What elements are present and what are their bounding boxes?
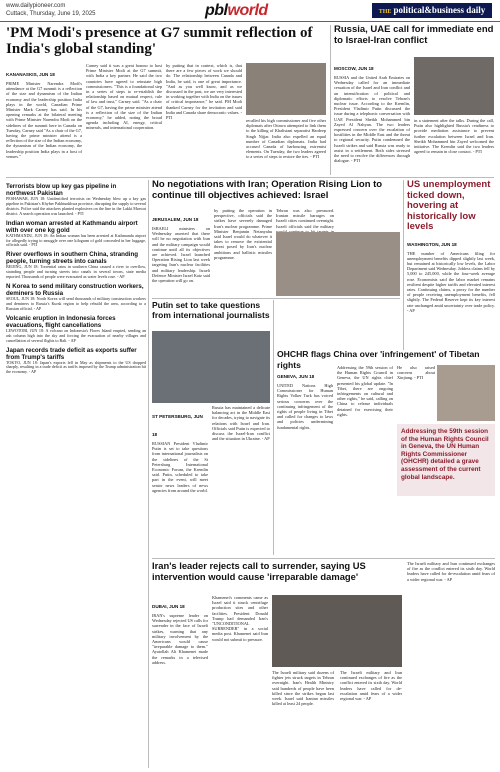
lead-text-1: PRIME Minister Narendra Modi's attendance at the G7 summit is a reflection of the size and dynamism of the Indian economy and the leadership position India plays in the world, Canadian Prime Minister Mark Carney has said. In his opening remarks at the bilateral meeting with Prime Minister Narendra Modi on the sidelines of the summit here in Canada on Tuesday, Carney said "As a chair of the G7, having the prime minister attend is a reflection of the size of the Indian economy, the dynamism of the Indian economy, the leadership position India plays in a host of venues." bbox=[6, 81, 82, 159]
section-title-a: pbl bbox=[205, 2, 228, 19]
iran-col-4 bbox=[340, 670, 402, 768]
brief-item bbox=[6, 183, 146, 217]
lead-photo bbox=[246, 63, 326, 115]
russia-photo bbox=[414, 57, 494, 115]
ohchr-headline-block bbox=[277, 349, 495, 370]
brief-text: BEIJING, JUN 18: Torrential rains in southern China caused a river to overflow, stranding people and turning streets into canals in several towns, state media reported. Thousands of people were evacuated as water levels rose. - AP bbox=[6, 264, 146, 280]
divider bbox=[6, 177, 494, 178]
iran-col-5 bbox=[407, 561, 495, 768]
israel-col-3 bbox=[276, 208, 334, 230]
masthead-the: THE bbox=[378, 9, 392, 15]
putin-text-2: Russia has maintained a delicate balancing act in the Middle East for decades, trying to navigate its relations with Israel and Iran. Officials said Putin is expected to discuss the Israel-Iran conflict and the situation in Ukraine. - AP bbox=[212, 405, 270, 442]
putin-col-2 bbox=[212, 405, 270, 555]
brief-text: PESHAWAR, JUN 18: Unidentified terrorists on Wednesday blew up a key gas pipeline in Pakistan's Khyber Pakhtunkhwa province, disrupting the supply to several districts. Police said the attackers planted explosives on the line in the Lakki Marwat district. A search operation was launched. - PTI bbox=[6, 196, 147, 216]
brief-headline: N Korea to send military construction workers, deminers to Russia bbox=[6, 283, 144, 298]
israel-headline-block bbox=[152, 180, 400, 206]
iran-headline: Iran's leader rejects call to surrender, saying US intervention would cause 'irreparable damage' bbox=[152, 560, 366, 582]
lead-text-2: Carney said it was a great honour to host Prime Minister Modi at the G7 summit, with India a key partner. He said the two countries have agreed to reinstate high commissioners. "This is a foundational step in a series of steps to re-establish the relationship based on mutual respect, rule of law and trust," Carney said. "As a chair of the G7, having the prime minister attend is a reflection of the size of the Indian economy," he added, noting the broad agenda including AI, energy, critical minerals, and international cooperation. bbox=[86, 63, 162, 131]
divider bbox=[148, 180, 149, 768]
lead-headline: 'PM Modi's presence at G7 summit reflection of India's global standing' bbox=[6, 25, 313, 57]
israel-col-1 bbox=[152, 208, 210, 296]
brief-headline: River overflows in southern China, stranding people, turning streets into canals bbox=[6, 251, 139, 266]
divider bbox=[330, 25, 331, 175]
israel-text-2: by putting the operation in perspective, officials said the strikes have severely damaged Iran's nuclear programme. Prime Minister Benjamin Netanyahu said Israel would do whatever it takes to remove the existential threat posed by Iran's nuclear ambitions and ballistic missiles programme. bbox=[214, 208, 272, 260]
lead-col-4 bbox=[246, 118, 326, 173]
lead-text-4: recalled his high commissioner and five other diplomats after Ottawa attempted to link them to the killing of Khalistani separatist Hardeep Singh Nijjar. India also expelled an equal number of Canadian diplomats. India had accused Canada of harbouring extremist elements. On Tuesday, the two leaders agreed to a series of steps to restore the ties. - PTI bbox=[246, 118, 326, 160]
brief-item bbox=[6, 347, 146, 376]
lead-dateline: KANANASKIS, JUN 18 bbox=[6, 72, 55, 77]
russia-headline-block bbox=[334, 25, 494, 55]
us-headline: US unemployment ticked down, hovering at historically low levels bbox=[407, 179, 491, 232]
brief-text: LEWOTOBI, JUN 18: A volcano on Indonesia's Flores Island erupted, sending an ash column high into the sky and forcing the evacuation of nearby villages and cancellation of several flights to Bali. - AP bbox=[6, 327, 146, 343]
masthead-logo bbox=[372, 3, 492, 18]
us-story bbox=[407, 180, 495, 350]
russia-dateline: MOSCOW, JUN 18 bbox=[334, 66, 374, 71]
putin-photo bbox=[152, 331, 270, 403]
section-title-b: world bbox=[227, 2, 268, 19]
russia-col-2 bbox=[414, 118, 494, 175]
iran-col-1 bbox=[152, 595, 208, 768]
israel-text-3: Tehran was also pressured. Iranian missile barrages on Israeli cities continued overnight. Israeli officials said the military bbox=[276, 208, 334, 229]
session-box bbox=[397, 424, 495, 496]
lead-col-2 bbox=[86, 63, 162, 173]
iran-text-5: The Israeli military and Iran continued exchanges of fire as the conflict entered its sixth day. World leaders have called for de-escalation amid fears of a wider regional war. - AP bbox=[407, 561, 495, 582]
divider bbox=[403, 180, 404, 350]
lead-col-3 bbox=[166, 63, 242, 173]
ohchr-col-1 bbox=[277, 365, 333, 555]
edition-date: Cuttack, Thursday, June 19, 2025 bbox=[6, 11, 96, 17]
session-box-text: Addressing the 59th session of the Human Rights Council in Geneva, the UN Human Rights Commissioner (OHCHR) detailed a grave assessment of the current global landscape. bbox=[401, 428, 489, 481]
iran-headline-block bbox=[152, 561, 402, 593]
briefs-column bbox=[6, 180, 146, 770]
section-title bbox=[205, 2, 268, 20]
israel-photo bbox=[276, 232, 400, 296]
ohchr-text-2: Addressing the 59th session of the Human Rights Council in Geneva, the UN rights chief presented his global update. "In Tibet, there are ongoing infringements on cultural and other rights," he said, calling on China to release individuals detained for exercising their rights. bbox=[337, 365, 393, 417]
putin-dateline: ST PETERSBURG, JUN 18 bbox=[152, 414, 203, 437]
divider bbox=[273, 300, 274, 555]
iran-text-3: The Israeli military said dozens of fighter jets struck targets in Tehran overnight. Iran's Health Ministry said hundreds of people have been killed since the strikes began last week. Israel said Iranian missiles killed at least 24 people. bbox=[272, 670, 334, 707]
masthead-name: political&business daily bbox=[393, 5, 486, 15]
brief-item bbox=[6, 315, 146, 344]
iran-col-2 bbox=[212, 595, 268, 768]
iran-photo bbox=[272, 595, 402, 667]
iran-text-1: IRAN's supreme leader on Wednesday rejected US calls for surrender in the face of Israeli strikes, warning that any military involvement by the Americans would cause "irreparable damage to them." Ayatollah Ali Khamenei made the remarks in a televised address. bbox=[152, 613, 208, 665]
iran-text-2: Khamenei's comments came as Israel said it struck centrifuge production sites and other facilities. President Donald Trump had demanded Iran's "UNCONDITIONAL SURRENDER" in a social media post. Khamenei said Iran would not submit to pressure. bbox=[212, 595, 268, 642]
ohchr-dateline: GENEVA, JUN 18 bbox=[277, 374, 315, 379]
russia-headline: Russia, UAE call for immediate end to Israel-Iran conflict bbox=[334, 24, 494, 46]
divider bbox=[152, 558, 495, 559]
brief-item bbox=[6, 251, 146, 280]
ohchr-headline: OHCHR flags China over 'infringement' of Tibetan rights bbox=[277, 349, 480, 370]
site-url: www.dailypioneer.com bbox=[6, 3, 66, 9]
putin-headline-block bbox=[152, 301, 270, 329]
divider bbox=[152, 298, 400, 299]
brief-text: KATHMANDU, JUN 18: An Indian woman has been arrested at Kathmandu airport for allegedly trying to smuggle over one kilogram of gold concealed in her luggage, officials said. - PTI bbox=[6, 232, 146, 248]
israel-headline: No negotiations with Iran; Operation Rising Lion to continue till objectives achieved: Israel bbox=[152, 179, 383, 201]
brief-text: SEOUL, JUN 18: North Korea will send thousands of military construction workers and deminers to Russia's Kursk region to help rebuild the area, according to a Russian official. - AP bbox=[6, 296, 146, 311]
brief-headline: Terrorists blow up key gas pipeline in northwest Pakistan bbox=[6, 183, 117, 197]
russia-sidebar-text: in a statement after the talks. During the call, Putin also highlighted Russia's readiness to provide mediation assistance to prevent further escalation between Israel and Iran. Sheikh Mohammed bin Zayed welcomed the initiative. The Kremlin said the two leaders agreed to remain in close contact. - PTI bbox=[414, 118, 494, 155]
russia-text: RUSSIA and the United Arab Emirates on Wednesday called for an immediate cessation of the Israel and Iran conflict and an intensification of political and diplomatic efforts to resolve Tehran's nuclear issue. According to the Kremlin, President Vladimir Putin discussed the issue during a telephonic conversation with UAE President Sheikh Mohammed bin Zayed Al Nahyan. The two leaders expressed concern over the escalation of hostilities in the Middle East and the threat to regional security. Putin condemned the Israeli strikes and said Russia was ready to assist in a settlement. Both sides stressed the need to resolve the differences through dialogue. - PTI bbox=[334, 75, 410, 164]
brief-headline: Japan records trade deficit as exports suffer from Trump's tariffs bbox=[6, 346, 137, 361]
ohchr-photo bbox=[437, 365, 495, 421]
us-dateline: WASHINGTON, JUN 18 bbox=[407, 241, 457, 247]
iran-text-4: The Israeli military and Iran continued exchanges of fire as the conflict entered its sixth day. World leaders have called for de-escalation amid fears of a wider regional war. - AP bbox=[340, 670, 402, 702]
brief-headline: Volcanic eruption in Indonesia forces evacuations, flight cancellations bbox=[6, 314, 116, 329]
page-header bbox=[0, 0, 500, 22]
putin-headline: Putin set to take questions from international journalists bbox=[152, 300, 270, 320]
israel-col-2 bbox=[214, 208, 272, 296]
lead-headline-block bbox=[6, 25, 326, 61]
ohchr-text-1: UNITED Nations High Commissioner for Human Rights Volker Turk has voiced serious concerns over the continuing infringement of the rights of people living in Tibet and called for changes to laws and policies undermining fundamental rights. bbox=[277, 383, 333, 430]
iran-col-3 bbox=[272, 670, 334, 768]
ohchr-text-3: He also raised concerns about Xinjiang. - PTI bbox=[397, 365, 435, 381]
lead-text-3: by putting that in context, which is, that there are a few pieces of work we should do. The relationship between Canada and India, he said, is one of great importance. "And as you well know, and as we discussed in the past, we are very interested in working together with India on the issues of critical importance," he said. PM Modi thanked Carney for the invitation and said India and Canada share democratic values. - PTI bbox=[166, 63, 242, 121]
lead-col-1 bbox=[6, 63, 82, 173]
israel-text-1: ISRAELI ministers on Wednesday asserted that there will be no negotiation with Iran and the military campaign would continue until all its objectives are achieved. Israel launched Operation Rising Lion last week targeting Iran's nuclear facilities and military leadership. Israeli Defence Minister Israel Katz said the operation will go on. bbox=[152, 226, 210, 284]
putin-col-1 bbox=[152, 405, 208, 555]
ohchr-col-3 bbox=[397, 365, 435, 421]
brief-item bbox=[6, 220, 146, 249]
russia-col-1 bbox=[334, 57, 410, 175]
brief-text: TOKYO, JUN 18: Japan's exports fell in May as shipments to the US dropped sharply, resulting in a trade deficit as tariffs imposed by the Trump administration hit the economy. - AP bbox=[6, 359, 146, 375]
us-text: THE number of Americans filing for unemployment benefits dipped slightly last week, but remained at historically low levels, the Labor Department said Wednesday. Jobless claims fell by 5,000 to 245,000, while the four-week average rose. Economists said the labor market remains resilient despite higher tariffs and elevated interest rates. Continuing claims, a proxy for the number of people receiving unemployment benefits, fell slightly. The Federal Reserve kept its key interest rate unchanged amid uncertainty over trade policy. - AP bbox=[407, 250, 495, 313]
brief-headline: Indian woman arrested at Kathmandu airport with over one kg gold bbox=[6, 219, 138, 234]
brief-item bbox=[6, 283, 146, 312]
iran-dateline: DUBAI, JUN 18 bbox=[152, 604, 185, 609]
israel-dateline: JERUSALEM, JUN 18 bbox=[152, 217, 199, 222]
putin-text-1: RUSSIAN President Vladimir Putin is set to take questions from international journalists on the sidelines of the St Petersburg International Economic Forum, the Kremlin said. Putin, scheduled to take part in the event, will meet senior news leaders of news agencies from around the world. bbox=[152, 441, 208, 493]
ohchr-col-2 bbox=[337, 365, 393, 555]
